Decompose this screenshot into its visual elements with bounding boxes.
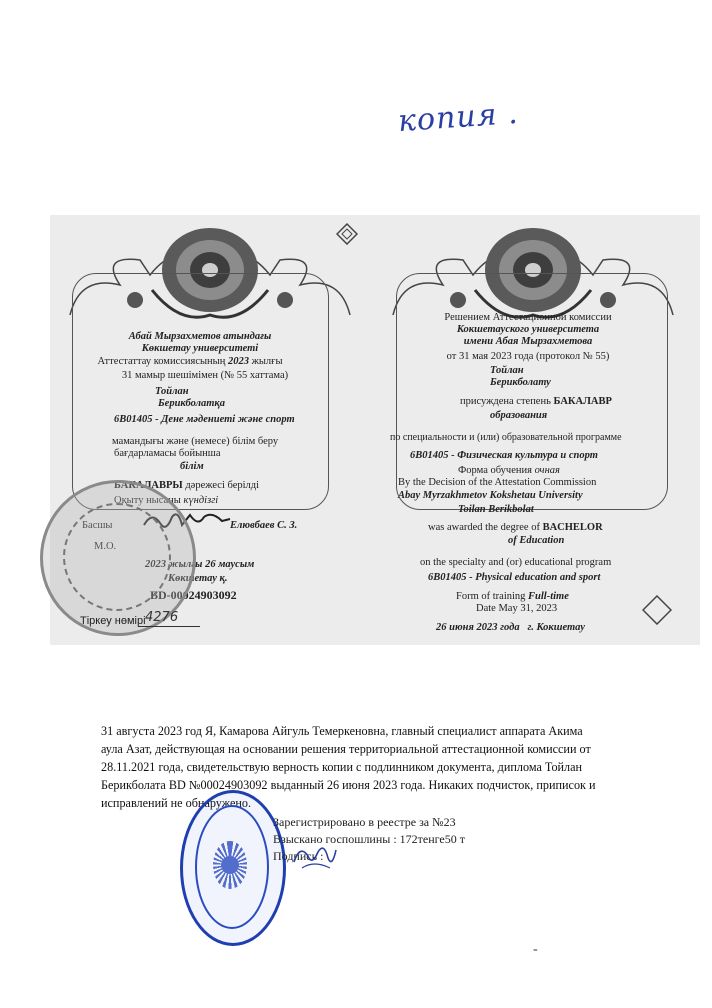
right-r6: Берикболату <box>490 377 551 388</box>
right-r17: on the specialty and (or) educational program <box>420 557 612 568</box>
registry-line-1: Зарегистрировано в реестре за №23 <box>273 815 456 829</box>
right-r12: By the Decision of the Attestation Commission <box>398 477 597 488</box>
left-form: Оқыту нысаны күндізгі <box>114 495 219 506</box>
left-line1: Абай Мырзахметов атындағы <box>128 331 272 342</box>
right-r2: Кокшетауского университета <box>456 324 600 335</box>
registry-line-2: Взыскано госпошлины : 172тенге50 т <box>273 832 465 846</box>
left-city: Көкшетау қ. <box>168 573 228 584</box>
paragraph-line-3: 28.11.2021 года, свидетельствую верность копии с подлинником документа, диплома Тойлан <box>101 760 583 774</box>
right-r7: присуждена степень БАКАЛАВР <box>460 396 612 407</box>
right-r10: 6В01405 - Физическая культура и спорт <box>410 450 598 461</box>
certification-paragraph <box>101 722 661 812</box>
registration-underline <box>138 626 200 627</box>
left-name1: Тойлан <box>155 386 189 397</box>
left-head-name: Елювбаев С. З. <box>230 520 298 531</box>
right-r19: Form of training Full-time <box>456 591 569 602</box>
left-head-label: Басшы <box>82 520 113 531</box>
paragraph-line-4: Берикболата BD №00024903092 выданный 26 июня 2023 года. Никаких подчисток, приписок и <box>101 778 596 792</box>
registry-line-3: Подпись : <box>273 849 324 863</box>
right-r13: Abay Myrzakhmetov Kokshetau University <box>398 490 583 501</box>
right-r16: of Education <box>508 535 565 546</box>
right-r14: Toilan Berikbolat <box>458 504 534 515</box>
left-program: 6В01405 - Дене мәдениеті және спорт <box>114 414 295 425</box>
left-line2: Көкшетау университеті <box>141 343 259 354</box>
left-degree: БАКАЛАВРЫ дәрежесі берілді <box>114 480 260 491</box>
left-frame <box>72 273 329 510</box>
diamond-mark-icon-right <box>642 595 672 625</box>
left-spec1: мамандығы және (немесе) білім беру <box>112 436 279 447</box>
registration-label: Тіркеу нөмірі <box>80 615 146 627</box>
left-name2: Берикболатқа <box>158 398 225 409</box>
right-r15: was awarded the degree of BACHELOR <box>428 522 603 533</box>
right-r5: Тойлан <box>490 365 524 376</box>
left-line3: Аттестаттау комиссиясының 2023 жылғы <box>97 356 283 367</box>
right-r20: Date May 31, 2023 <box>476 603 558 614</box>
right-r4: от 31 мая 2023 года (протокол № 55) <box>446 351 610 362</box>
right-r3: имени Абая Мырзахметова <box>463 336 593 347</box>
notary-signature-icon <box>290 838 340 878</box>
left-diploma-no: BD-00024903092 <box>150 588 237 602</box>
certificate-right-half <box>368 215 700 645</box>
left-spec3: білім <box>180 461 204 472</box>
left-mp: М.О. <box>94 541 117 552</box>
handwritten-copy-note: копия . <box>396 95 520 140</box>
paragraph-line-2: аула Азат, действующая на основании решения территориальной аттестационной комиссии от <box>101 742 591 756</box>
footer-mark: - <box>533 942 538 957</box>
registration-number: 4276 <box>145 610 179 625</box>
diamond-mark-icon <box>336 223 358 245</box>
left-spec2: бағдарламасы бойынша <box>114 448 221 459</box>
right-r8: образования <box>490 410 548 421</box>
paragraph-line-1: 31 августа 2023 год Я, Камарова Айгуль Темеркеновна, главный специалист аппарата Акима <box>101 724 583 738</box>
right-r11: Форма обучения очная <box>458 465 560 476</box>
right-r18: 6В01405 - Physical education and sport <box>428 572 601 583</box>
left-date: 2023 жылғы 26 маусым <box>145 559 255 570</box>
right-r9: по специальности и (или) образовательной программе <box>390 432 622 443</box>
right-r21: 26 июня 2023 года г. Кокшетау <box>436 622 585 633</box>
right-r1: Решением Аттестационной комиссии <box>444 312 612 323</box>
left-line4: 31 мамыр шешімімен (№ 55 хаттама) <box>121 370 289 381</box>
paragraph-line-5: исправлений не обнаружено. <box>101 796 252 810</box>
round-seal-blue <box>180 790 286 946</box>
